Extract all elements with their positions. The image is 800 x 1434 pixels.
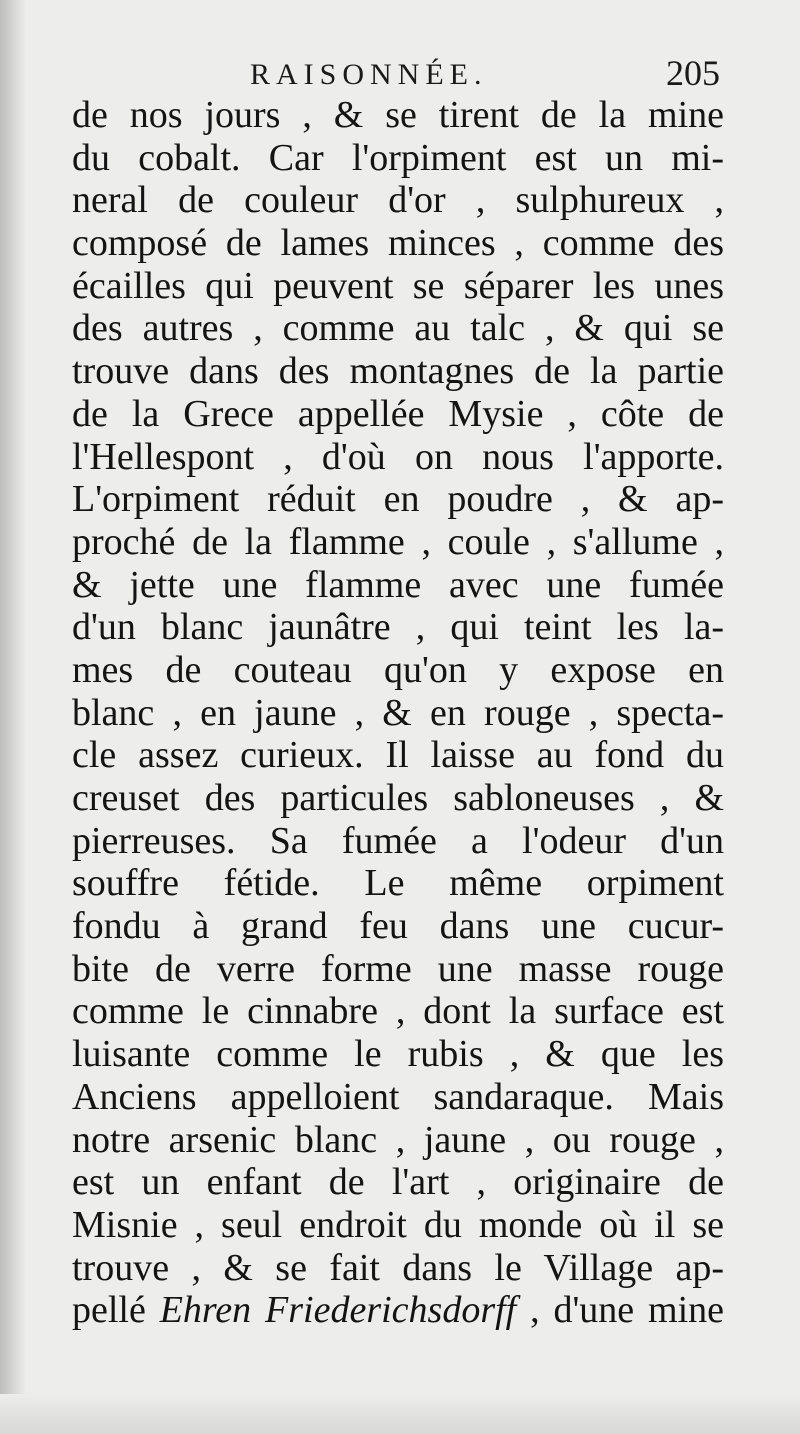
- text-line: Misnie , seul endroit du monde où il se: [72, 1203, 724, 1246]
- text-line: neral de couleur d'or , sulphureux ,: [72, 179, 724, 222]
- text-line: L'orpiment réduit en poudre , & ap-: [72, 478, 724, 521]
- text-line: écailles qui peuvent se séparer les unes: [72, 264, 724, 307]
- text-line: pierreuses. Sa fumée a l'odeur d'un: [72, 819, 724, 862]
- text-line: bite de verre forme une masse rouge: [72, 947, 724, 990]
- text-line: est un enfant de l'art , originaire de: [72, 1161, 724, 1204]
- running-title: RAISONNÉE.: [250, 58, 488, 91]
- text-line: notre arsenic blanc , jaune , ou rouge ,: [72, 1118, 724, 1161]
- text-line: des autres , comme au talc , & qui se: [72, 307, 724, 350]
- text-line: proché de la flamme , coule , s'allume ,: [72, 520, 724, 563]
- text-line: luisante comme le rubis , & que les: [72, 1033, 724, 1076]
- gutter-shadow: [0, 0, 26, 1434]
- text-line: comme le cinnabre , dont la surface est: [72, 990, 724, 1033]
- text-fragment: , d'une mine: [516, 1289, 724, 1332]
- text-line: de la Grece appellée Mysie , côte de: [72, 392, 724, 435]
- text-line: de nos jours , & se tirent de la mine: [72, 94, 724, 136]
- text-line: souffre fétide. Le même orpiment: [72, 862, 724, 905]
- text-line: trouve , & se fait dans le Village ap-: [72, 1246, 724, 1289]
- text-line: fondu à grand feu dans une cucur-: [72, 905, 724, 948]
- text-line: du cobalt. Car l'orpiment est un mi-: [72, 136, 724, 179]
- text-line: & jette une flamme avec une fumée: [72, 563, 724, 606]
- text-line: l'Hellespont , d'où on nous l'apporte.: [72, 435, 724, 478]
- page-number: 205: [666, 53, 720, 93]
- body-text: [72, 94, 724, 1332]
- text-line: trouve dans des montagnes de la partie: [72, 350, 724, 393]
- text-fragment: pellé: [72, 1289, 160, 1332]
- text-line-last: [72, 1289, 724, 1332]
- page-edge-shadow: [0, 1394, 800, 1434]
- text-line: d'un blanc jaunâtre , qui teint les la-: [72, 606, 724, 649]
- text-line: creuset des particules sabloneuses , &: [72, 777, 724, 819]
- text-line: composé de lames minces , comme des: [72, 222, 724, 265]
- text-line: mes de couteau qu'on y expose en: [72, 648, 724, 691]
- text-line: blanc , en jaune , & en rouge , specta-: [72, 691, 724, 734]
- text-line: cle assez curieux. Il laisse au fond du: [72, 734, 724, 777]
- text-line: Anciens appelloient sandaraque. Mais: [72, 1075, 724, 1118]
- place-name-italic: Ehren Friederichsdorff: [159, 1289, 517, 1332]
